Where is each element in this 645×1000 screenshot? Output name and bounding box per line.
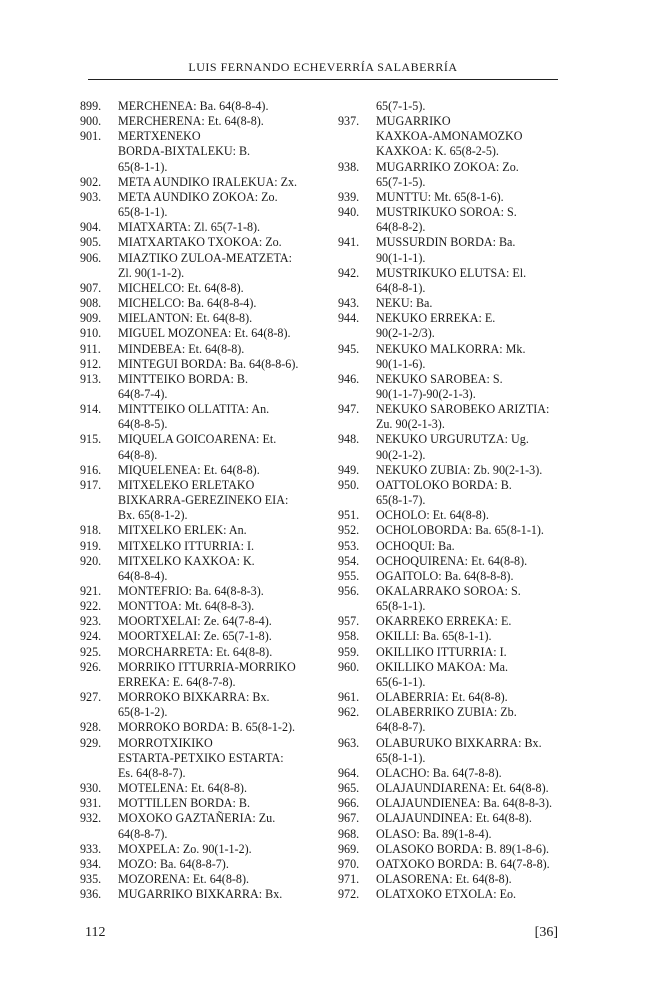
entry-number: 931. — [80, 796, 102, 811]
entry-text: 64(8-8-7). — [118, 826, 168, 841]
entry-text: MUGARRIKO ZOKOA: Zo. — [376, 159, 519, 174]
entry-number: 932. — [80, 811, 102, 826]
entry-text: 65(8-1-1). — [376, 599, 426, 614]
entry-text: MORRIKO ITTURRIA-MORRIKO — [118, 659, 296, 674]
list-item — [80, 175, 312, 190]
entry-number: 971. — [338, 871, 360, 886]
running-header: LUIS FERNANDO ECHEVERRÍA SALABERRÍA — [188, 60, 458, 74]
list-item — [80, 251, 312, 281]
entry-number: 927. — [80, 690, 102, 705]
entry-text: MIELANTON: Et. 64(8-8). — [118, 311, 253, 326]
list-item — [338, 311, 568, 341]
entry-number: 901. — [80, 129, 102, 144]
entry-text: ERREKA: E. 64(8-7-8). — [118, 674, 236, 689]
list-item — [80, 842, 312, 857]
entry-text: BIXKARRA-GEREZINEKO EIA: — [118, 493, 289, 508]
entry-text: OLASOKO BORDA: B. 89(1-8-6). — [376, 841, 550, 856]
entry-text: MOXPELA: Zo. 90(1-1-2). — [118, 841, 252, 856]
entry-text: MICHELCO: Ba. 64(8-8-4). — [118, 296, 257, 311]
list-item — [338, 372, 568, 402]
list-item — [338, 887, 568, 902]
entry-text: Bx. 65(8-1-2). — [118, 508, 188, 523]
entry-text: OCHOQUIRENA: Et. 64(8-8). — [376, 553, 528, 568]
entry-number: 961. — [338, 690, 360, 705]
entry-number: 956. — [338, 584, 360, 598]
entry-number: 911. — [80, 341, 101, 356]
list-item — [80, 645, 312, 660]
entry-text: MIAZTIKO ZULOA-MEATZETA: — [118, 250, 293, 265]
list-item — [338, 99, 568, 114]
list-item — [338, 614, 568, 629]
entry-text: 65(8-1-1). — [118, 159, 168, 174]
entry-number: 947. — [338, 402, 360, 417]
entry-number: 928. — [80, 720, 102, 735]
entry-text: OKILLIKO MAKOA: Ma. — [376, 659, 509, 674]
list-item — [80, 796, 312, 811]
entry-number: 918. — [80, 523, 102, 538]
list-item — [338, 205, 568, 235]
header-rule — [88, 79, 558, 80]
list-item — [80, 872, 312, 887]
entry-number: 945. — [338, 341, 360, 356]
entry-number: 965. — [338, 781, 360, 796]
entry-text: OLASORENA: Et. 64(8-8). — [376, 871, 512, 886]
entry-number: 902. — [80, 174, 102, 189]
list-item — [80, 220, 312, 235]
list-item — [80, 357, 312, 372]
entry-number: 919. — [80, 538, 102, 553]
entry-text: MIATXARTAKO TXOKOA: Zo. — [118, 235, 282, 250]
entry-number: 905. — [80, 235, 102, 250]
entry-text: OKILLIKO ITTURRIA: I. — [376, 644, 507, 659]
list-item — [80, 129, 312, 174]
list-item — [80, 523, 312, 538]
entry-text: MITXELKO KAXKOA: K. — [118, 553, 255, 568]
entry-text: NEKUKO SAROBEKO ARIZTIA: — [376, 402, 550, 417]
list-item — [80, 539, 312, 554]
entry-text: 65(6-1-1). — [376, 674, 426, 689]
entry-number: 954. — [338, 553, 360, 568]
entry-number: 907. — [80, 280, 102, 295]
entry-text: OLABURUKO BIXKARRA: Bx. — [376, 735, 542, 750]
entry-number: 900. — [80, 114, 102, 129]
entry-text: OATTOLOKO BORDA: B. — [376, 477, 512, 492]
entry-number: 920. — [80, 553, 102, 568]
entry-text: MOORTXELAI: Ze. 64(7-8-4). — [118, 614, 272, 629]
entry-text: MINDEBEA: Et. 64(8-8). — [118, 341, 245, 356]
entry-number: 949. — [338, 462, 360, 477]
entry-text: MERCHENEA: Ba. 64(8-8-4). — [118, 99, 269, 113]
left-column — [80, 99, 312, 902]
entry-number: 915. — [80, 432, 102, 447]
list-item — [80, 478, 312, 523]
entry-number: 916. — [80, 462, 102, 477]
entry-text: 64(8-7-4). — [118, 386, 168, 401]
entry-number: 964. — [338, 765, 360, 780]
list-item — [338, 690, 568, 705]
entry-text: NEKU: Ba. — [376, 296, 433, 311]
entry-text: MONTEFRIO: Ba. 64(8-8-3). — [118, 584, 264, 598]
list-item — [80, 296, 312, 311]
list-item — [80, 887, 312, 902]
entry-text: OLACHO: Ba. 64(7-8-8). — [376, 765, 502, 780]
list-item — [338, 235, 568, 265]
list-item — [80, 372, 312, 402]
entry-text: MITXELKO ERLEK: An. — [118, 523, 247, 538]
list-item — [338, 266, 568, 296]
entry-text: OLAJAUNDINEA: Et. 64(8-8). — [376, 811, 532, 826]
entry-number: 950. — [338, 477, 360, 492]
list-item — [80, 720, 312, 735]
entry-number: 917. — [80, 477, 102, 492]
entry-text: MIATXARTA: Zl. 65(7-1-8). — [118, 220, 261, 235]
entry-number: 968. — [338, 826, 360, 841]
entry-number: 970. — [338, 856, 360, 871]
entry-number: 909. — [80, 311, 102, 326]
list-item — [338, 569, 568, 584]
entry-text: MOZORENA: Et. 64(8-8). — [118, 871, 249, 886]
entry-text: NEKUKO URGURUTZA: Ug. — [376, 432, 529, 447]
list-item — [80, 781, 312, 796]
entry-number: 951. — [338, 508, 360, 523]
list-item — [80, 235, 312, 250]
entry-text: OKILLI: Ba. 65(8-1-1). — [376, 629, 492, 644]
entry-number: 912. — [80, 356, 102, 371]
list-item — [80, 281, 312, 296]
list-item — [338, 432, 568, 462]
entry-text: MOZO: Ba. 64(8-8-7). — [118, 856, 229, 871]
entry-text: Zl. 90(1-1-2). — [118, 265, 185, 280]
list-item — [338, 160, 568, 190]
list-item — [338, 842, 568, 857]
list-item — [338, 296, 568, 311]
entry-number: 958. — [338, 629, 360, 644]
entry-number: 939. — [338, 189, 360, 204]
entry-text: MORCHARRETA: Et. 64(8-8). — [118, 644, 273, 659]
entry-number: 922. — [80, 599, 102, 614]
entry-number: 960. — [338, 659, 360, 674]
entry-number: 913. — [80, 371, 102, 386]
entry-text: MINTTEIKO BORDA: B. — [118, 371, 249, 386]
entry-text: MITXELEKO ERLETAKO — [118, 477, 255, 492]
entry-text: KAXKOA-AMONAMOZKO — [376, 129, 523, 144]
list-item — [338, 766, 568, 781]
entry-text: MINTTEIKO OLLATITA: An. — [118, 402, 270, 417]
list-item — [338, 827, 568, 842]
entry-text: MIQUELENEA: Et. 64(8-8). — [118, 462, 260, 477]
list-item — [338, 781, 568, 796]
list-item — [338, 811, 568, 826]
entry-text: 65(7-1-5). — [376, 174, 426, 189]
entry-number: 929. — [80, 735, 102, 750]
entry-number: 943. — [338, 296, 360, 311]
list-item — [80, 690, 312, 720]
entry-text: MUSTRIKUKO SOROA: S. — [376, 205, 517, 220]
entry-text: 90(2-1-2/3). — [376, 326, 435, 341]
list-item — [80, 584, 312, 599]
entry-text: 90(2-1-2). — [376, 447, 426, 462]
entry-text: OKARREKO ERREKA: E. — [376, 614, 512, 629]
entry-text: MINTEGUI BORDA: Ba. 64(8-8-6). — [118, 356, 299, 371]
entry-text: MUSSURDIN BORDA: Ba. — [376, 235, 516, 250]
entry-number: 903. — [80, 189, 102, 204]
entry-number: 946. — [338, 371, 360, 386]
entry-text: OLASO: Ba. 89(1-8-4). — [376, 826, 492, 841]
list-item — [338, 342, 568, 372]
entry-text: MUSTRIKUKO ELUTSA: El. — [376, 265, 527, 280]
entry-number: 969. — [338, 841, 360, 856]
entry-text: MORROKO BORDA: B. 65(8-1-2). — [118, 720, 296, 735]
entry-number: 955. — [338, 568, 360, 583]
entry-text: 64(8-8-7). — [376, 720, 426, 735]
entry-number: 933. — [80, 841, 102, 856]
entry-text: MORROTXIKIKO — [118, 735, 213, 750]
entry-text: OLABERRIKO ZUBIA: Zb. — [376, 705, 517, 720]
list-item — [338, 584, 568, 614]
entry-text: MIGUEL MOZONEA: Et. 64(8-8). — [118, 326, 291, 341]
list-item — [338, 539, 568, 554]
entry-number: 924. — [80, 629, 102, 644]
entry-text: OATXOKO BORDA: B. 64(7-8-8). — [376, 856, 550, 871]
list-item — [338, 554, 568, 569]
list-item — [338, 114, 568, 159]
entry-number: 914. — [80, 402, 102, 417]
entry-number: 940. — [338, 205, 360, 220]
entry-text: NEKUKO MALKORRA: Mk. — [376, 341, 526, 356]
entry-number: 938. — [338, 159, 360, 174]
entry-number: 937. — [338, 114, 360, 129]
entry-number: 966. — [338, 796, 360, 811]
list-item — [80, 326, 312, 341]
entry-number: 942. — [338, 265, 360, 280]
entry-text: OCHOLOBORDA: Ba. 65(8-1-1). — [376, 523, 544, 538]
entry-text: 90(1-1-6). — [376, 356, 426, 371]
entry-text: MERCHERENA: Et. 64(8-8). — [118, 114, 264, 129]
right-column — [338, 99, 568, 902]
entry-text: OKALARRAKO SOROA: S. — [376, 584, 521, 598]
entry-number: 910. — [80, 326, 102, 341]
list-item — [80, 342, 312, 357]
list-item — [80, 554, 312, 584]
entry-text: 64(8-8-4). — [118, 568, 168, 583]
entry-text: MUGARRIKO — [376, 114, 451, 129]
list-item — [338, 190, 568, 205]
list-item — [338, 508, 568, 523]
entry-number: 921. — [80, 584, 102, 598]
list-item — [80, 402, 312, 432]
entry-text: Zu. 90(2-1-3). — [376, 417, 445, 432]
entry-text: OLAJAUNDIARENA: Et. 64(8-8). — [376, 781, 549, 796]
list-item — [80, 190, 312, 220]
entry-text: 64(8-8-1). — [376, 280, 426, 295]
entry-text: 65(8-1-1). — [118, 205, 168, 220]
entry-number: 948. — [338, 432, 360, 447]
entry-text: NEKUKO SAROBEA: S. — [376, 371, 503, 386]
entry-number: 962. — [338, 705, 360, 720]
list-item — [338, 660, 568, 690]
entry-text: OLATXOKO ETXOLA: Eo. — [376, 887, 517, 902]
entry-text: 64(8-8-2). — [376, 220, 426, 235]
entry-text: OGAITOLO: Ba. 64(8-8-8). — [376, 568, 514, 583]
entry-number: 923. — [80, 614, 102, 629]
entry-text: NEKUKO ZUBIA: Zb. 90(2-1-3). — [376, 462, 543, 477]
entry-text: NEKUKO ERREKA: E. — [376, 311, 496, 326]
entry-text: MIQUELA GOICOARENA: Et. — [118, 432, 277, 447]
entry-text: 64(8-8). — [118, 447, 158, 462]
entry-number: 935. — [80, 871, 102, 886]
list-item — [338, 857, 568, 872]
list-item — [338, 523, 568, 538]
entry-number: 904. — [80, 220, 102, 235]
entry-number: 957. — [338, 614, 360, 629]
entry-text: MERTXENEKO — [118, 129, 201, 144]
entry-text: META AUNDIKO ZOKOA: Zo. — [118, 189, 278, 204]
entry-text: KAXKOA: K. 65(8-2-5). — [376, 144, 499, 159]
entry-number: 967. — [338, 811, 360, 826]
entry-text: MOTELENA: Et. 64(8-8). — [118, 781, 247, 796]
entry-number: 944. — [338, 311, 360, 326]
entry-number: 908. — [80, 296, 102, 311]
entry-text: MOXOKO GAZTAÑERIA: Zu. — [118, 811, 276, 826]
list-item — [80, 463, 312, 478]
entry-text: MOORTXELAI: Ze. 65(7-1-8). — [118, 629, 272, 644]
entry-number: 926. — [80, 659, 102, 674]
entry-number: 934. — [80, 856, 102, 871]
entry-text: OLAJAUNDIENEA: Ba. 64(8-8-3). — [376, 796, 552, 811]
list-item — [338, 705, 568, 735]
entry-text: 64(8-8-5). — [118, 417, 168, 432]
list-item — [80, 629, 312, 644]
entry-text: OCHOLO: Et. 64(8-8). — [376, 508, 489, 523]
entry-text: MORROKO BIXKARRA: Bx. — [118, 690, 270, 705]
list-item — [80, 599, 312, 614]
entry-text: OCHOQUI: Ba. — [376, 538, 455, 553]
list-item — [80, 114, 312, 129]
list-item — [80, 660, 312, 690]
entry-number: 936. — [80, 887, 102, 902]
entry-text: 65(8-1-2). — [118, 705, 168, 720]
list-item — [80, 736, 312, 781]
list-item — [338, 872, 568, 887]
list-item — [80, 99, 312, 114]
list-item — [338, 736, 568, 766]
entry-text: MOTTILLEN BORDA: B. — [118, 796, 251, 811]
entry-text: MUGARRIKO BIXKARRA: Bx. — [118, 887, 283, 902]
list-item — [338, 402, 568, 432]
entry-text: MICHELCO: Et. 64(8-8). — [118, 280, 244, 295]
list-item — [338, 796, 568, 811]
entry-text: MITXELKO ITTURRIA: I. — [118, 538, 255, 553]
list-item — [80, 857, 312, 872]
list-item — [80, 432, 312, 462]
entry-text: 90(1-1-1). — [376, 250, 426, 265]
list-item — [80, 811, 312, 841]
entry-number: 952. — [338, 523, 360, 538]
entry-text: META AUNDIKO IRALEKUA: Zx. — [118, 174, 298, 189]
entry-number: 941. — [338, 235, 360, 250]
entry-number: 972. — [338, 887, 360, 902]
list-item — [338, 629, 568, 644]
entry-text: MONTTOA: Mt. 64(8-8-3). — [118, 599, 255, 614]
page-number: 112 — [85, 925, 106, 940]
entry-number: 963. — [338, 735, 360, 750]
entry-number: 906. — [80, 250, 102, 265]
entry-number: 899. — [80, 99, 102, 113]
entry-number: 925. — [80, 644, 102, 659]
entry-number: 953. — [338, 538, 360, 553]
entry-text: 90(1-1-7)-90(2-1-3). — [376, 386, 476, 401]
list-item — [338, 463, 568, 478]
entry-text: MUNTTU: Mt. 65(8-1-6). — [376, 189, 504, 204]
list-item — [338, 645, 568, 660]
entry-number: 930. — [80, 781, 102, 796]
list-item — [80, 614, 312, 629]
entry-text: Es. 64(8-8-7). — [118, 765, 186, 780]
entry-number: 959. — [338, 644, 360, 659]
list-item — [80, 311, 312, 326]
entry-text: OLABERRIA: Et. 64(8-8). — [376, 690, 508, 705]
section-marker: [36] — [534, 925, 558, 940]
list-item — [338, 478, 568, 508]
entry-text: 65(8-1-7). — [376, 493, 426, 508]
entry-text: ESTARTA-PETXIKO ESTARTA: — [118, 750, 284, 765]
entry-text: BORDA-BIXTALEKU: B. — [118, 144, 251, 159]
entry-text: 65(7-1-5). — [376, 99, 426, 113]
entry-text: 65(8-1-1). — [376, 750, 426, 765]
